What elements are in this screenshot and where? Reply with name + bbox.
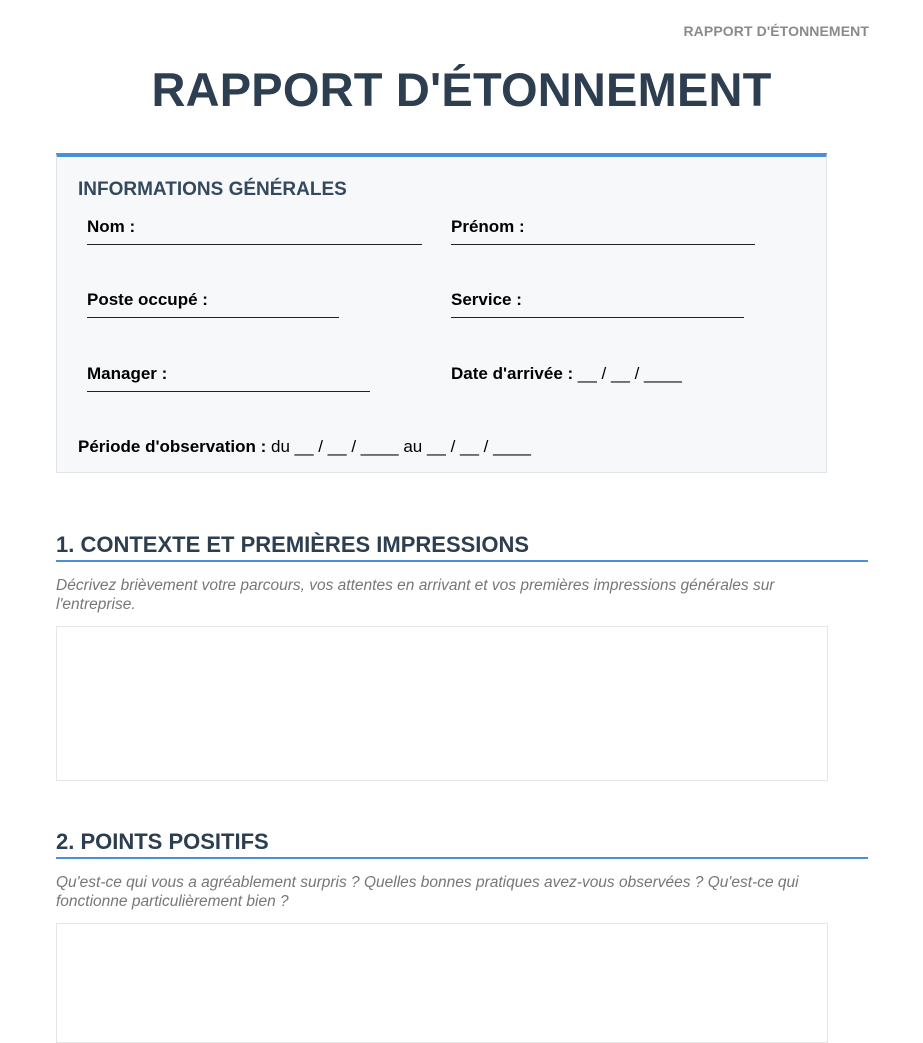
periode-blank[interactable]: du __ / __ / ____ au __ / __ / ____ bbox=[270, 437, 531, 456]
section-2-description: Qu'est-ce qui vous a agréablement surpris ? Quelles bonnes pratiques avez-vous observées ? Qu'est-ce qui fonctionne particulièrement bien ? bbox=[56, 874, 799, 910]
nom-fill-line[interactable] bbox=[87, 244, 422, 245]
section-2-answer-box[interactable] bbox=[56, 923, 828, 1043]
prenom-fill-line[interactable] bbox=[451, 244, 755, 245]
poste-fill-line[interactable] bbox=[87, 317, 339, 318]
general-info-box bbox=[56, 153, 827, 473]
general-info-heading: INFORMATIONS GÉNÉRALES bbox=[78, 179, 347, 200]
periode-label: Période d'observation : bbox=[78, 437, 267, 456]
section-1-description: Décrivez brièvement votre parcours, vos attentes en arrivant et vos premières impressions générales sur l'entreprise. bbox=[56, 577, 775, 613]
document-title: RAPPORT D'ÉTONNEMENT bbox=[151, 63, 772, 116]
manager-fill-line[interactable] bbox=[87, 391, 370, 392]
service-field[interactable] bbox=[451, 290, 522, 310]
nom-field[interactable] bbox=[87, 217, 135, 237]
poste-label: Poste occupé : bbox=[87, 290, 208, 309]
manager-field[interactable] bbox=[87, 364, 167, 384]
date-arrivee-field[interactable] bbox=[451, 364, 682, 384]
nom-label: Nom : bbox=[87, 217, 136, 236]
prenom-field[interactable] bbox=[451, 217, 525, 237]
running-header: RAPPORT D'ÉTONNEMENT bbox=[683, 23, 869, 39]
prenom-label: Prénom : bbox=[451, 217, 525, 236]
service-fill-line[interactable] bbox=[451, 317, 744, 318]
service-label: Service : bbox=[451, 290, 522, 309]
manager-label: Manager : bbox=[87, 364, 168, 383]
poste-field[interactable] bbox=[87, 290, 208, 310]
section-1-title: 1. CONTEXTE ET PREMIÈRES IMPRESSIONS bbox=[56, 532, 868, 562]
date-arrivee-blank[interactable]: __ / __ / ____ bbox=[577, 364, 682, 383]
periode-field[interactable] bbox=[78, 437, 531, 457]
section-2-title: 2. POINTS POSITIFS bbox=[56, 829, 868, 859]
date-arrivee-label: Date d'arrivée : bbox=[451, 364, 574, 383]
section-1-answer-box[interactable] bbox=[56, 626, 828, 781]
